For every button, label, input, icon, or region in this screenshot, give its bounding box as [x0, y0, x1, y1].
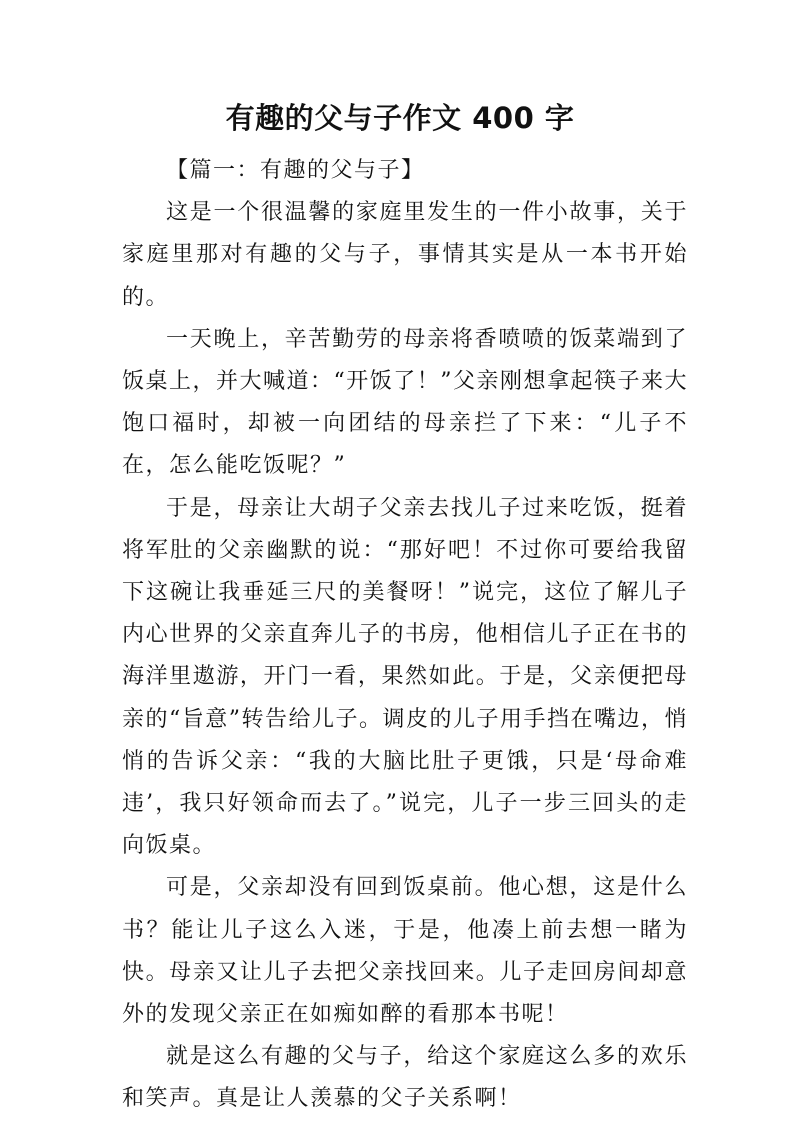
- paragraph: 这是一个很温馨的家庭里发生的一件小故事，关于家庭里那对有趣的父与子，事情其实是从一本书开始的。: [122, 200, 688, 310]
- paragraph: 就是这么有趣的父与子，给这个家庭这么多的欢乐和笑声。真是让人羡慕的父子关系啊！: [122, 1044, 688, 1112]
- document-title: 有趣的父与子作文 400 字: [225, 101, 575, 135]
- paragraph: 一天晚上，辛苦勤劳的母亲将香喷喷的饭菜端到了饭桌上，并大喊道：“开饭了！”父亲刚想拿起筷子来大饱口福时，却被一向团结的母亲拦了下来：“儿子不在，怎么能吃饭呢？”: [122, 326, 688, 479]
- paragraph: 于是，母亲让大胡子父亲去找儿子过来吃饭，挺着将军肚的父亲幽默的说：“那好吧！不过你可要给我留下这碗让我垂延三尺的美餐呀！”说完，这位了解儿子内心世界的父亲直奔儿子的书房，他相信儿子正在书的海洋里遨游，开门一看，果然如此。于是，父亲便把母亲的“旨意”转告给儿子。调皮的儿子用手挡在嘴边，悄悄的告诉父亲：“我的大脑比肚子更饿，只是‘母命难违’，我只好领命而去了。”说完，儿子一步三回头的走向饭桌。: [122, 495, 688, 859]
- section-heading: 【篇一：有趣的父与子】: [166, 158, 425, 183]
- document-body: [122, 150, 688, 1121]
- paragraph: 可是，父亲却没有回到饭桌前。他心想，这是什么书？能让儿子这么入迷，于是，他凑上前去想一睹为快。母亲又让儿子去把父亲找回来。儿子走回房间却意外的发现父亲正在如痴如醉的看那本书呢！: [122, 875, 688, 1028]
